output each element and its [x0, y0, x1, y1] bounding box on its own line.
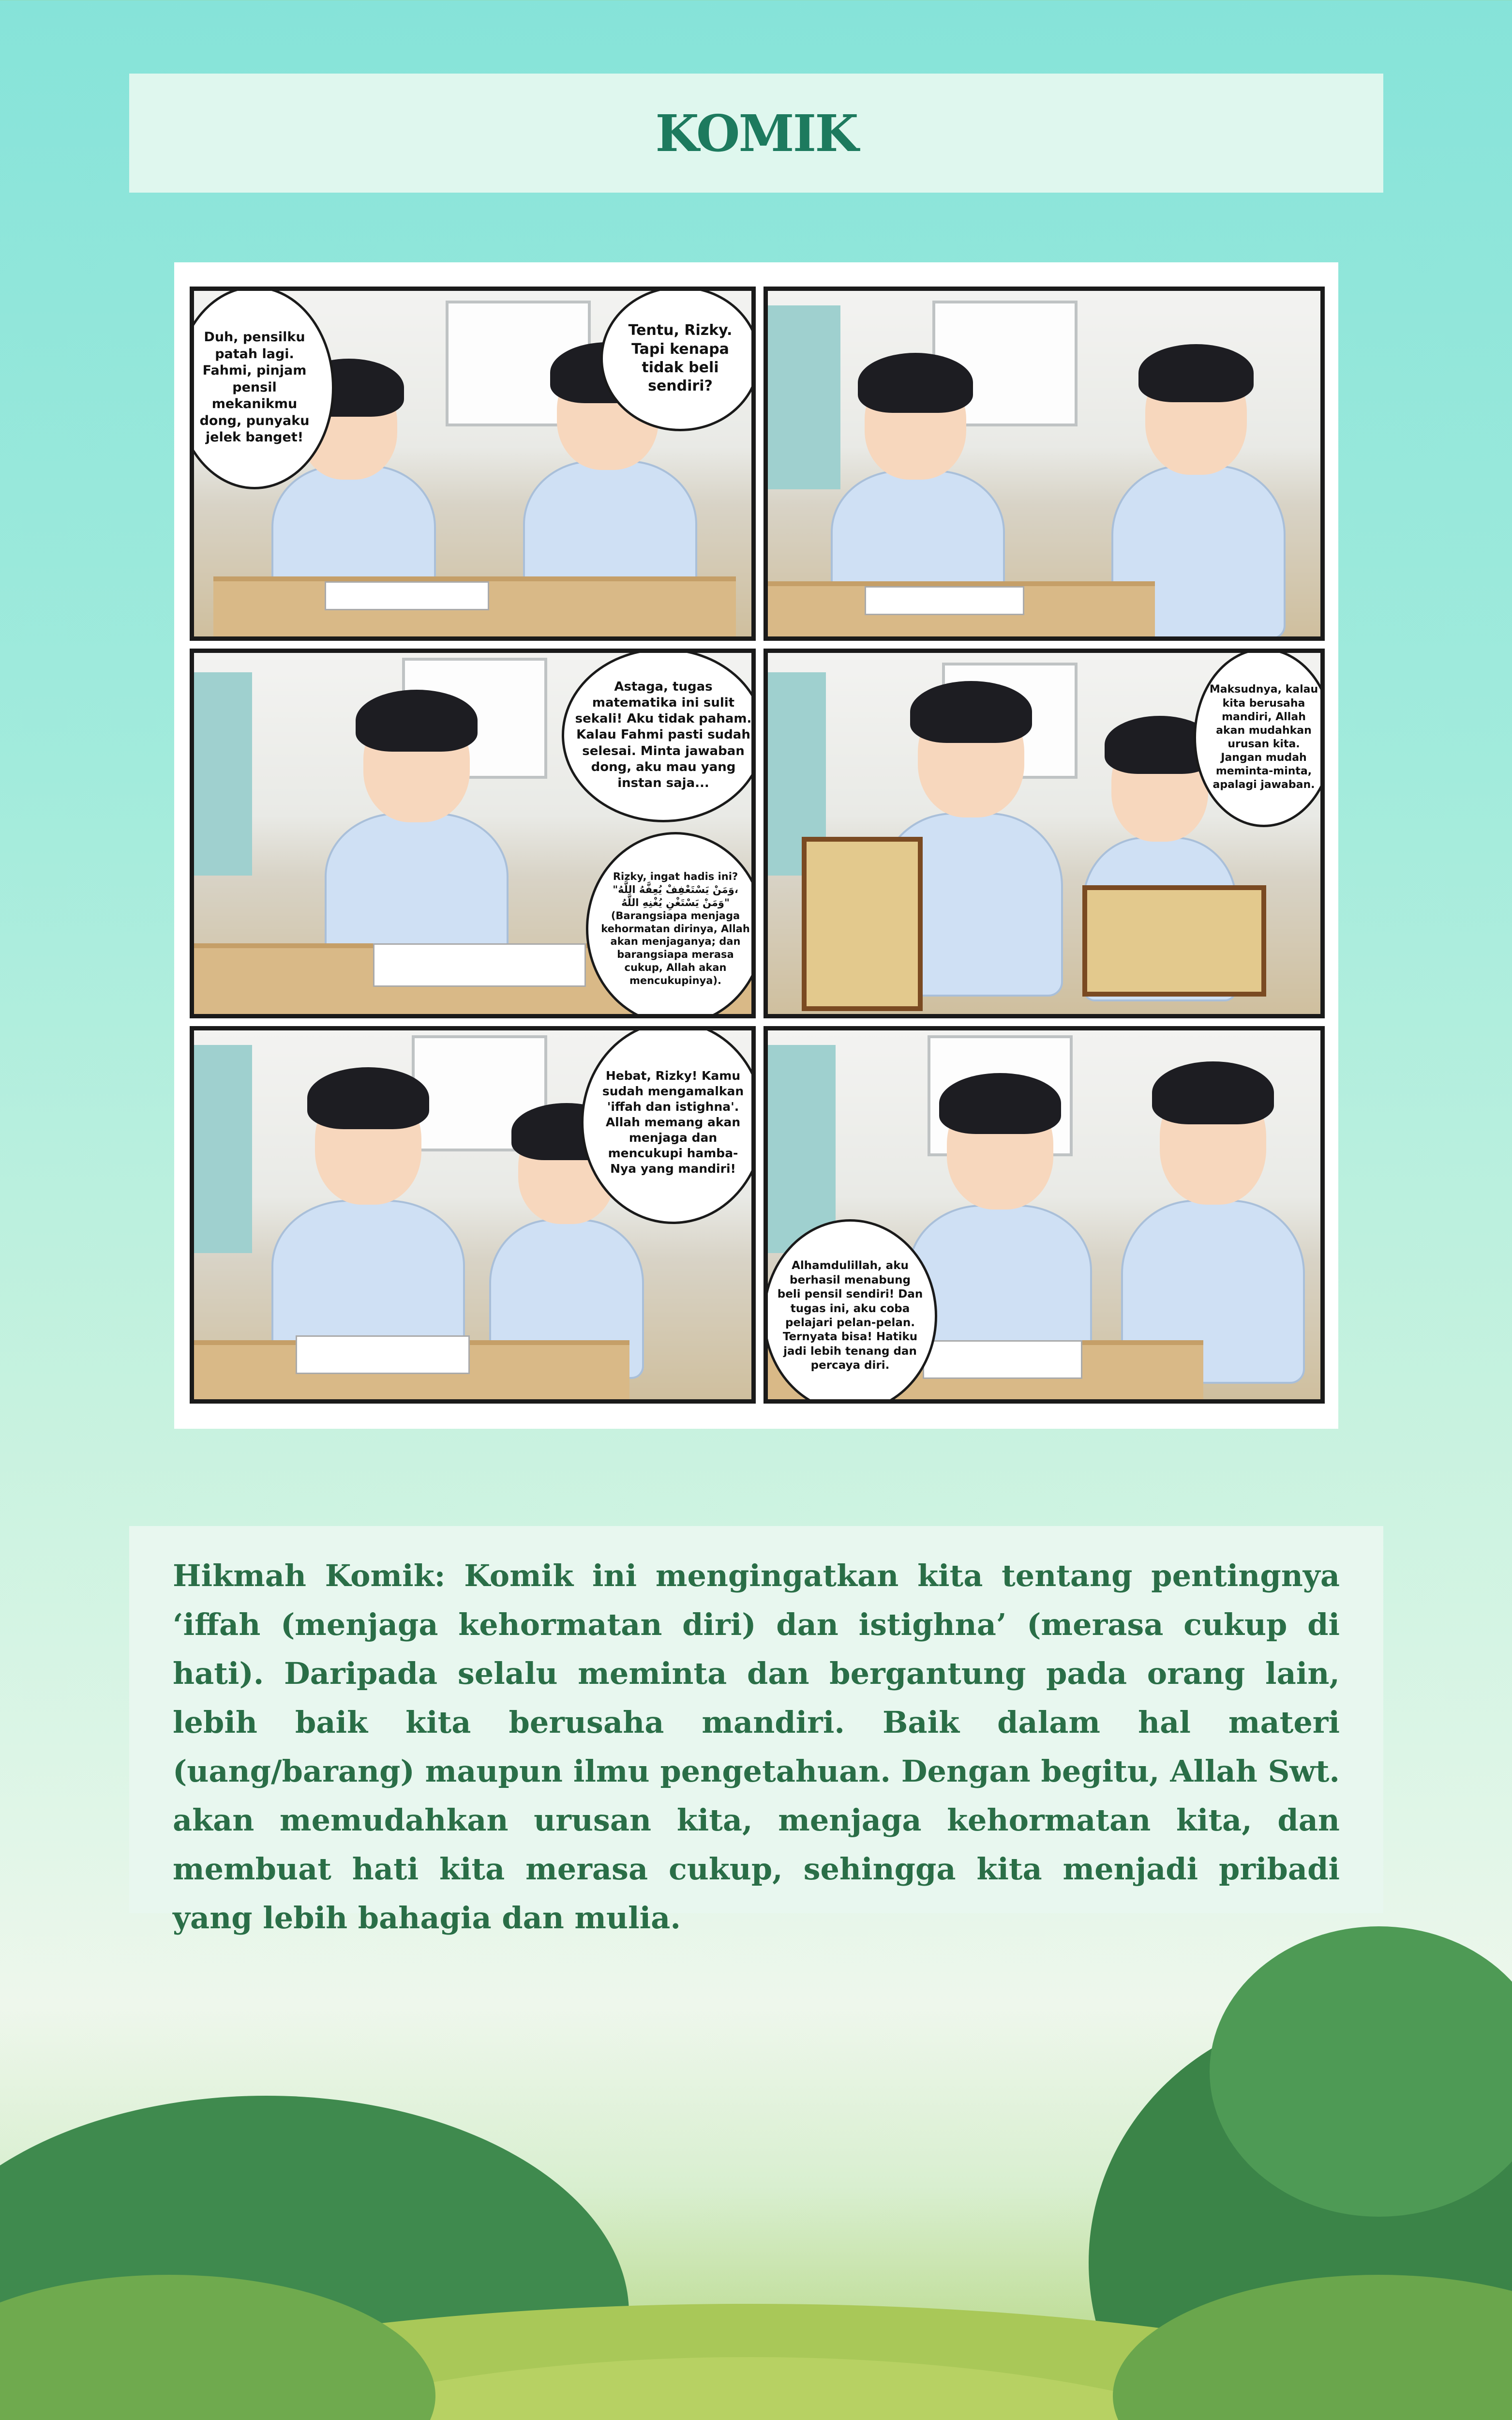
comic-panel-1	[190, 287, 756, 641]
character-fahmi	[1107, 1040, 1319, 1389]
character-rizky	[816, 330, 1019, 620]
speech-bubble: Alhamdulillah, aku berhasil menabung beli pensil sendiri! Dan tugas ini, aku coba pelajari pelan-pelan. Ternyata bisa! Hatiku jadi lebih tenang dan percaya diri.	[763, 1219, 937, 1404]
speech-bubble: Duh, pensilku patah lagi. Fahmi, pinjam pensil mekanikmu dong, punyaku jelek banget!	[190, 287, 334, 489]
page-title: KOMIK	[655, 103, 857, 163]
hadith-scroll	[802, 837, 923, 1011]
open-notebook	[296, 1335, 470, 1374]
hikmah-text-box	[129, 1526, 1383, 1936]
speech-bubble: Maksudnya, kalau kita berusaha mandiri, Allah akan mudahkan urusan kita. Jangan mudah meminta-minta, apalagi jawaban.	[1194, 649, 1325, 827]
classroom-board	[194, 672, 252, 876]
open-notebook	[325, 581, 489, 610]
comic-panel-4	[763, 649, 1325, 1018]
comic-panel-6	[763, 1026, 1325, 1404]
comic-panel-2	[763, 287, 1325, 641]
comic-strip	[174, 262, 1338, 1429]
open-notebook	[373, 943, 586, 987]
hikmah-paragraph: Hikmah Komik: Komik ini mengingatkan kita tentang pentingnya ‘iffah (menjaga kehormatan diri) dan istighna’ (merasa cukup di hati). Daripada selalu meminta dan bergantung pada orang lain, lebih baik kita berusaha mandiri. Baik dalam hal materi (uang/barang) maupun ilmu pengetahuan. Dengan begitu, Allah Swt. akan memudahkan urusan kita, menjaga kehormatan kita, dan membuat hati kita merasa cukup, sehingga kita menjadi pribadi yang lebih bahagia dan mulia.	[173, 1558, 1340, 1936]
classroom-board	[768, 1045, 836, 1253]
open-notebook	[865, 586, 1024, 615]
comic-panel-3	[190, 649, 756, 1018]
speech-bubble: Rizky, ingat hadis ini? "وَمَنْ يَسْتَعْفِفْ يُعِفَّهُ اللَّهُ، وَمَنْ يَسْتَغْنِ يُغْنِهِ اللَّهُ" (Barangsiapa menjaga kehormatan dirinya, Allah akan menjaganya; dan barangsiapa merasa cukup, Allah akan mencukupinya).	[586, 832, 756, 1018]
hadith-board	[1082, 885, 1266, 997]
title-banner	[129, 74, 1383, 193]
speech-bubble: Hebat, Rizky! Kamu sudah mengamalkan 'iffah dan istighna'. Allah memang akan menjaga dan mencukupi hamba- Nya yang mandiri!	[581, 1026, 756, 1224]
speech-bubble: Astaga, tugas matematika ini sulit sekali! Aku tidak paham. Kalau Fahmi pasti sudah selesai. Minta jawaban dong, aku mau yang instan saja...	[562, 649, 756, 822]
character-rizky	[305, 672, 533, 982]
speech-bubble: Tentu, Rizky. Tapi kenapa tidak beli sendiri?	[600, 287, 756, 431]
character-rizky	[252, 1050, 484, 1369]
open-notebook	[923, 1340, 1082, 1379]
classroom-board	[194, 1045, 252, 1253]
comic-panel-5	[190, 1026, 756, 1404]
